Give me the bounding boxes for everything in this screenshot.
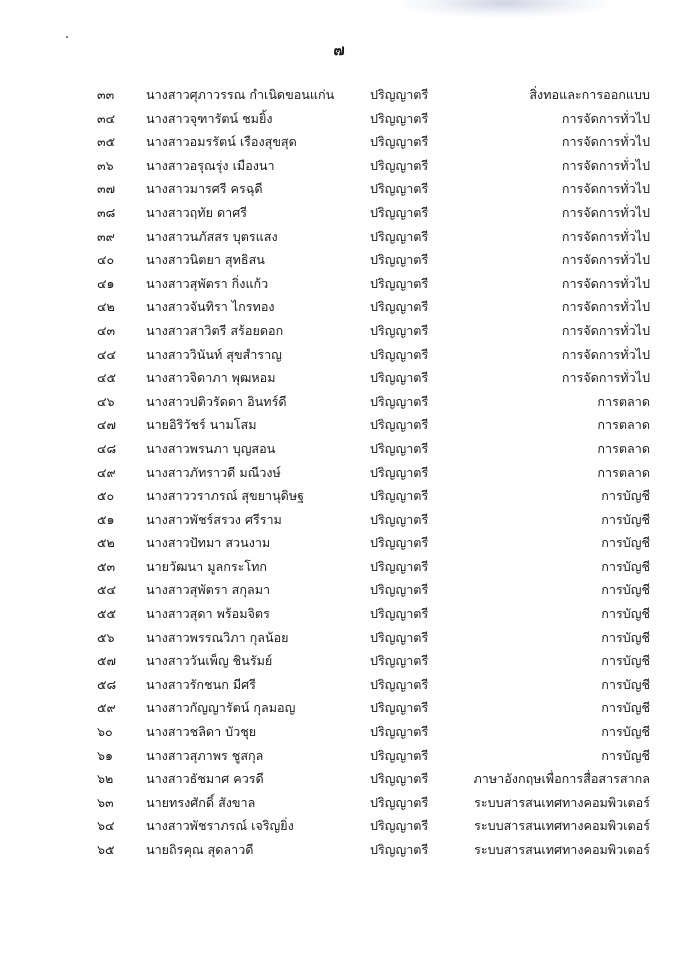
row-number: ๖๐: [97, 724, 113, 740]
degree-level: ปริญญาตรี: [370, 700, 429, 716]
person-name: นางสาวฤทัย ดาศรี: [146, 204, 247, 220]
major-field: สิ่งทอและการออกแบบ: [529, 87, 650, 102]
degree-level: ปริญญาตรี: [370, 440, 429, 456]
list-row: [0, 180, 679, 204]
degree-level: ปริญญาตรี: [370, 228, 429, 244]
person-name: นางสาวสุดา พร้อมจิตร: [146, 606, 270, 622]
person-name: นางสาวพัชราภรณ์ เจริญยิ่ง: [146, 818, 294, 834]
degree-level: ปริญญาตรี: [370, 558, 429, 574]
degree-level: ปริญญาตรี: [370, 299, 429, 315]
row-number: ๕๘: [97, 676, 117, 692]
person-name: นางสาวสาวิตรี สร้อยดอก: [146, 322, 284, 338]
list-row: [0, 369, 679, 393]
major-field: การบัญชี: [601, 511, 650, 527]
major-field: การบัญชี: [601, 606, 650, 622]
major-field: การจัดการทั่วไป: [561, 370, 650, 386]
row-number: ๖๑: [97, 747, 113, 763]
list-row: [0, 157, 679, 181]
degree-level: ปริญญาตรี: [370, 393, 429, 409]
person-name: นางสาวนิตยา สุทธิสน: [146, 252, 265, 268]
major-field: การจัดการทั่วไป: [561, 228, 650, 244]
list-row: [0, 676, 679, 700]
list-row: [0, 440, 679, 464]
person-name: นางสาวธัชมาศ ควรดี: [146, 771, 264, 787]
major-field: การจัดการทั่วไป: [561, 204, 650, 220]
degree-level: ปริญญาตรี: [370, 582, 429, 598]
person-name: นางสาวสุพัตรา สกุลมา: [146, 582, 271, 598]
major-field: การจัดการทั่วไป: [561, 157, 650, 173]
row-number: ๔๑: [97, 275, 115, 291]
list-row: [0, 416, 679, 440]
row-number: ๔๖: [97, 393, 115, 409]
person-name: นางสาวสุภาพร ชูสกุล: [146, 747, 264, 763]
list-row: [0, 251, 679, 275]
row-number: ๔๓: [97, 322, 116, 338]
row-number: ๔๕: [97, 370, 117, 386]
person-name: นางสาววันเพ็ญ ชินรัมย์: [146, 653, 273, 669]
list-row: [0, 86, 679, 110]
row-number: ๖๒: [97, 771, 114, 787]
list-row: [0, 275, 679, 299]
degree-level: ปริญญาตรี: [370, 511, 429, 527]
major-field: การจัดการทั่วไป: [561, 275, 650, 291]
list-row: [0, 558, 679, 582]
person-name: นายอิริวัชร์ นามโสม: [146, 417, 257, 433]
major-field: การจัดการทั่วไป: [561, 252, 650, 268]
degree-level: ปริญญาตรี: [370, 346, 429, 362]
degree-level: ปริญญาตรี: [370, 110, 429, 126]
degree-level: ปริญญาตรี: [370, 606, 429, 622]
major-field: การบัญชี: [601, 558, 650, 574]
degree-level: ปริญญาตรี: [370, 747, 429, 763]
row-number: ๕๔: [97, 582, 117, 598]
row-number: ๖๓: [97, 794, 114, 810]
major-field: การจัดการทั่วไป: [561, 299, 650, 315]
degree-level: ปริญญาตรี: [370, 181, 429, 197]
major-field: ระบบสารสนเทศทางคอมพิวเตอร์: [474, 818, 650, 834]
person-name: นางสาวพัชร์สรวง ศรีราม: [146, 511, 282, 527]
row-number: ๕๕: [97, 606, 117, 622]
degree-level: ปริญญาตรี: [370, 322, 429, 338]
list-row: [0, 747, 679, 771]
person-name: นางสาวพรนภา บุญสอน: [146, 440, 276, 456]
row-number: ๕๑: [97, 511, 115, 527]
row-number: ๕๗: [97, 653, 117, 669]
person-name: นางสาวศุภาวรรณ กำเนิดขอนแก่น: [146, 87, 335, 102]
degree-level: ปริญญาตรี: [370, 724, 429, 740]
list-row: [0, 770, 679, 794]
list-row: [0, 534, 679, 558]
major-field: ระบบสารสนเทศทางคอมพิวเตอร์: [474, 842, 650, 857]
degree-level: ปริญญาตรี: [370, 417, 429, 433]
major-field: การบัญชี: [601, 535, 650, 551]
person-name: นางสาววินันท์ สุขสำราญ: [146, 346, 282, 362]
major-field: การจัดการทั่วไป: [561, 322, 650, 338]
row-number: ๕๙: [97, 700, 116, 716]
major-field: การตลาด: [597, 393, 650, 409]
person-name: นางสาวอมรรัตน์ เรืองสุขสุด: [146, 134, 297, 150]
row-number: ๔๔: [97, 346, 117, 362]
list-row: [0, 629, 679, 653]
row-number: ๖๕: [97, 842, 115, 857]
degree-level: ปริญญาตรี: [370, 676, 429, 692]
list-row: [0, 393, 679, 417]
row-number: ๓๘: [97, 204, 116, 220]
list-row: [0, 204, 679, 228]
list-row: [0, 133, 679, 157]
person-name: นายวัฒนา มูลกระโทก: [146, 558, 268, 574]
row-number: ๖๔: [97, 818, 115, 834]
row-number: ๔๒: [97, 299, 115, 315]
list-row: [0, 841, 679, 865]
person-name: นางสาวชลิดา บัวชุย: [146, 724, 257, 740]
list-row: [0, 346, 679, 370]
degree-level: ปริญญาตรี: [370, 794, 429, 810]
degree-level: ปริญญาตรี: [370, 818, 429, 834]
list-row: [0, 699, 679, 723]
list-row: [0, 228, 679, 252]
list-row: [0, 652, 679, 676]
degree-level: ปริญญาตรี: [370, 370, 429, 386]
person-name: นางสาวกัญญารัตน์ กุลมอญ: [146, 700, 296, 716]
person-name: นางสาวจันทิรา ไกรทอง: [146, 299, 275, 315]
degree-level: ปริญญาตรี: [370, 87, 429, 102]
row-number: ๔๙: [97, 464, 116, 480]
row-number: ๔๘: [97, 440, 117, 456]
degree-level: ปริญญาตรี: [370, 488, 429, 504]
degree-level: ปริญญาตรี: [370, 653, 429, 669]
degree-level: ปริญญาตรี: [370, 771, 429, 787]
person-name: นายถิรคุณ สุดลาวดี: [146, 842, 254, 857]
list-row: [0, 298, 679, 322]
list-row: [0, 605, 679, 629]
major-field: การบัญชี: [601, 629, 650, 645]
person-name: นางสาวจิดาภา พุฒหอม: [146, 370, 276, 386]
degree-level: ปริญญาตรี: [370, 535, 429, 551]
major-field: การบัญชี: [601, 488, 650, 504]
person-name: นางสาวปัทมา สวนงาม: [146, 535, 271, 551]
person-name: นายทรงศักดิ์ สังขาล: [146, 794, 256, 810]
row-number: ๕๒: [97, 535, 115, 551]
person-name: นางสาวอรุณรุ่ง เมืองนา: [146, 157, 275, 173]
row-number: ๓๓: [97, 87, 115, 102]
major-field: การบัญชี: [601, 700, 650, 716]
list-row: [0, 723, 679, 747]
major-field: การตลาด: [597, 440, 650, 456]
list-row: [0, 581, 679, 605]
major-field: การจัดการทั่วไป: [561, 346, 650, 362]
major-field: การบัญชี: [601, 653, 650, 669]
row-number: ๓๖: [97, 157, 114, 173]
name-list: [0, 86, 679, 865]
degree-level: ปริญญาตรี: [370, 464, 429, 480]
row-number: ๔๐: [97, 252, 115, 268]
row-number: ๓๗: [97, 181, 116, 197]
row-number: ๕๓: [97, 558, 116, 574]
page-number: ๗: [333, 41, 346, 59]
degree-level: ปริญญาตรี: [370, 275, 429, 291]
person-name: นางสาววราภรณ์ สุขยานุดิษฐ: [146, 488, 305, 504]
person-name: นางสาวนภัสสร บุตรแสง: [146, 228, 278, 244]
degree-level: ปริญญาตรี: [370, 157, 429, 173]
row-number: ๓๔: [97, 110, 116, 126]
list-row: [0, 464, 679, 488]
person-name: นางสาวสุพัตรา กิ่งแก้ว: [146, 275, 269, 291]
list-row: [0, 487, 679, 511]
person-name: นางสาวภัทราวดี มณีวงษ์: [146, 464, 281, 480]
major-field: การจัดการทั่วไป: [561, 110, 650, 126]
major-field: การตลาด: [597, 417, 650, 433]
major-field: การบัญชี: [601, 724, 650, 740]
list-row: [0, 794, 679, 818]
list-row: [0, 511, 679, 535]
person-name: นางสาวพรรณวิภา กุลน้อย: [146, 629, 289, 645]
row-number: ๔๗: [97, 417, 117, 433]
major-field: การบัญชี: [601, 747, 650, 763]
list-row: [0, 322, 679, 346]
major-field: ระบบสารสนเทศทางคอมพิวเตอร์: [474, 794, 650, 810]
person-name: นางสาวปติวรัดดา อินทร์ดี: [146, 393, 287, 409]
row-number: ๕๐: [97, 488, 115, 504]
row-number: ๓๕: [97, 134, 116, 150]
major-field: การจัดการทั่วไป: [561, 181, 650, 197]
major-field: การบัญชี: [601, 582, 650, 598]
person-name: นางสาวรักชนก มีศรี: [146, 676, 256, 692]
degree-level: ปริญญาตรี: [370, 252, 429, 268]
major-field: การบัญชี: [601, 676, 650, 692]
major-field: ภาษาอังกฤษเพื่อการสื่อสารสากล: [473, 771, 650, 787]
major-field: การตลาด: [597, 464, 650, 480]
row-number: ๓๙: [97, 228, 115, 244]
list-row: [0, 817, 679, 841]
row-number: ๕๖: [97, 629, 115, 645]
major-field: การจัดการทั่วไป: [561, 134, 650, 150]
degree-level: ปริญญาตรี: [370, 629, 429, 645]
scan-shadow: [400, 0, 610, 18]
degree-level: ปริญญาตรี: [370, 134, 429, 150]
degree-level: ปริญญาตรี: [370, 842, 429, 857]
degree-level: ปริญญาตรี: [370, 204, 429, 220]
list-row: [0, 110, 679, 134]
person-name: นางสาวมารศรี ครฉุดี: [146, 181, 263, 197]
person-name: นางสาวจุฑารัตน์ ชมยิ้ง: [146, 110, 273, 126]
